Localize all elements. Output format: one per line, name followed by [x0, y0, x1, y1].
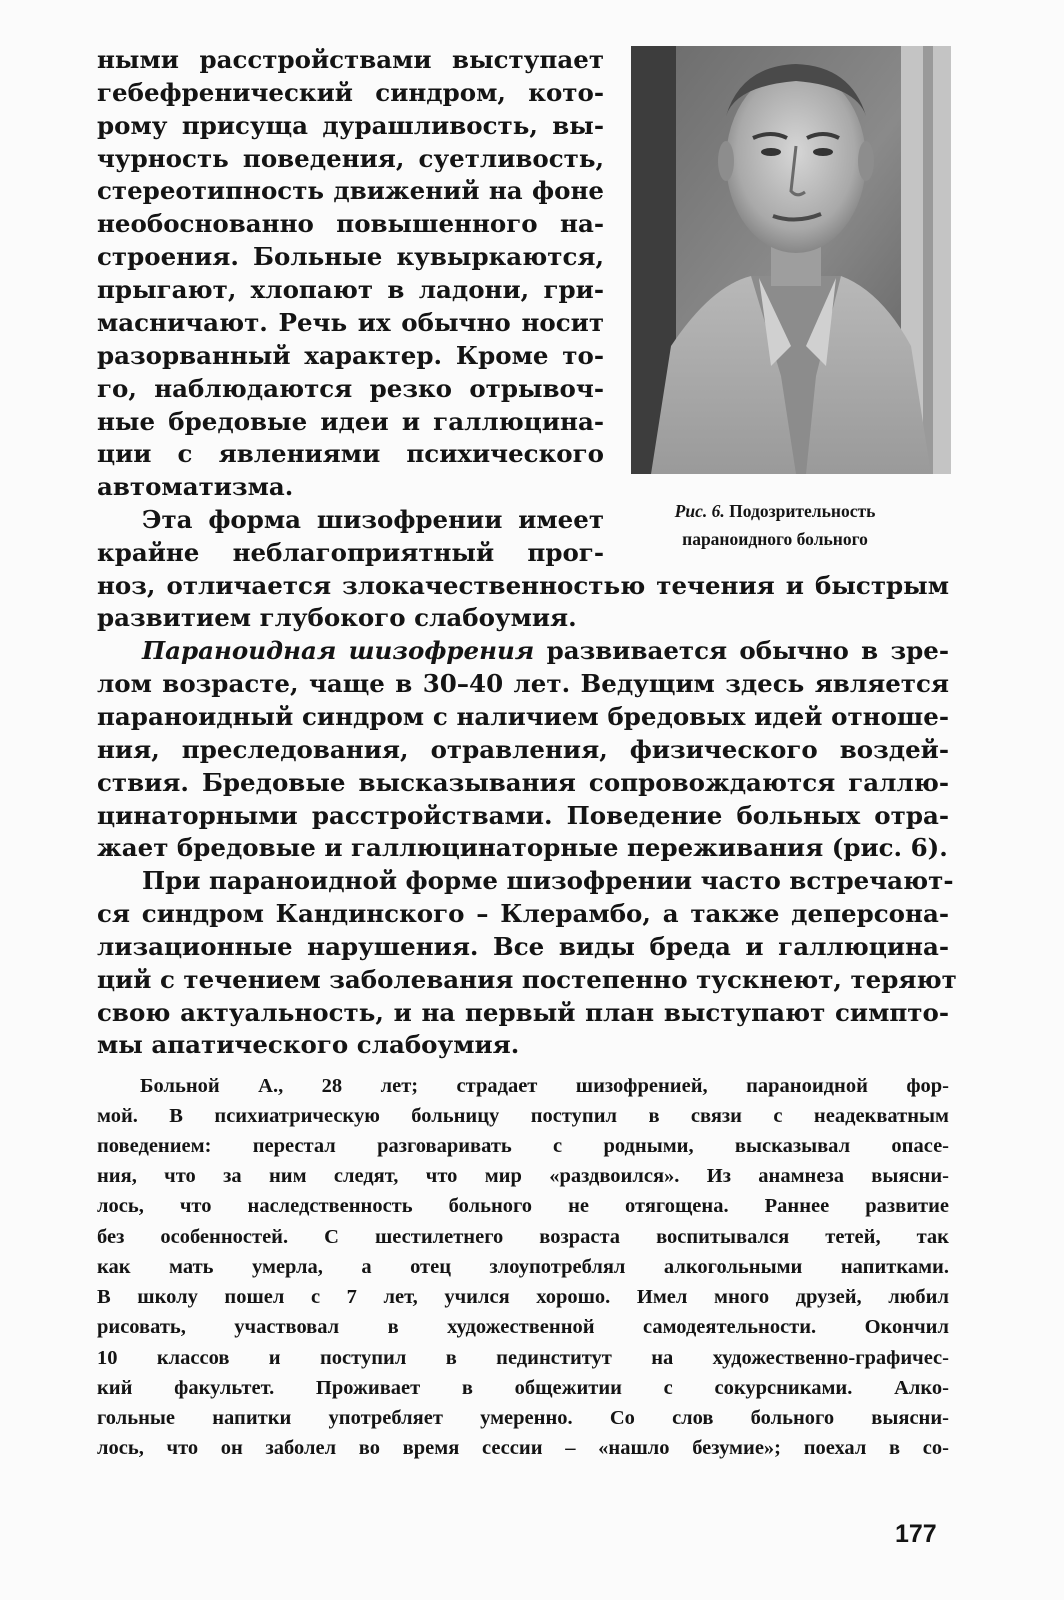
- text-line: цинаторными расстройствами. Поведение больных отра-: [97, 801, 949, 830]
- text-line: ствия. Бредовые высказывания сопровождаются галлю-: [97, 768, 949, 797]
- text-line: стереотипность движений на фоне: [97, 176, 604, 205]
- text-line: ций с течением заболевания постепенно тускнеют, теряют: [97, 965, 957, 994]
- case-line: рисовать, участвовал в художественной самодеятельности. Окончил: [97, 1316, 949, 1338]
- page-number: 177: [895, 1520, 937, 1548]
- case-line: лось, что наследственность больного не отягощена. Раннее развитие: [97, 1195, 949, 1217]
- patient-photo-image: [631, 46, 951, 474]
- text-line: гебефренический синдром, кото-: [97, 78, 604, 107]
- text-line: автоматизма.: [97, 472, 294, 501]
- text-line: ния, преследования, отравления, физического воздей-: [97, 735, 949, 764]
- term-paranoid-schizophrenia: Параноидная шизофрения: [142, 636, 535, 665]
- text-line: разорванный характер. Кроме то-: [97, 341, 604, 370]
- case-line: ния, что за ним следят, что мир «раздвоился». Из анамнеза выясни-: [97, 1165, 949, 1187]
- text-line: прыгают, хлопают в ладони, гри-: [97, 275, 604, 304]
- figure-caption-label: Рис. 6.: [674, 501, 725, 521]
- text-line: ции с явлениями психического: [97, 439, 604, 468]
- text-line: лизационные нарушения. Все виды бреда и галлюцина-: [97, 932, 949, 961]
- figure-caption-text: Подозрительность: [724, 501, 876, 521]
- figure-photo: [631, 46, 951, 474]
- case-line: поведением: перестал разговаривать с родными, высказывал опасе-: [97, 1135, 949, 1157]
- text-line: ся синдром Кандинского – Клерамбо, а также деперсона-: [97, 899, 949, 928]
- case-line: без особенностей. С шестилетнего возраста воспитывался тетей, так: [97, 1226, 949, 1248]
- text-line: мы апатического слабоумия.: [97, 1030, 520, 1059]
- text-line: развитием глубокого слабоумия.: [97, 603, 577, 632]
- text-span: развивается обычно в зре-: [534, 636, 949, 665]
- text-line: го, наблюдаются резко отрывоч-: [97, 374, 604, 403]
- text-line: ными расстройствами выступает: [97, 45, 604, 74]
- text-line: При параноидной форме шизофрении часто встречают-: [142, 866, 954, 895]
- case-line: Больной А., 28 лет; страдает шизофренией, параноидной фор-: [140, 1075, 949, 1097]
- case-line: гольные напитки употребляет умеренно. Со слов больного выясни-: [97, 1407, 949, 1429]
- text-line: ные бредовые идеи и галлюцина-: [97, 407, 604, 436]
- case-line: лось, что он заболел во время сессии – «нашло безумие»; поехал в со-: [97, 1437, 949, 1459]
- text-line: необоснованно повышенного на-: [97, 209, 604, 238]
- text-line: [142, 636, 949, 665]
- text-line: ноз, отличается злокачественностью течения и быстрым: [97, 571, 949, 600]
- text-line: строения. Больные кувыркаются,: [97, 242, 604, 271]
- text-line: крайне неблагоприятный прог-: [97, 538, 604, 567]
- text-line: Эта форма шизофрении имеет: [142, 505, 604, 534]
- text-line: масничают. Речь их обычно носит: [97, 308, 604, 337]
- text-line: свою актуальность, и на первый план выступают симпто-: [97, 998, 949, 1027]
- text-line: лом возрасте, чаще в 30–40 лет. Ведущим здесь является: [97, 669, 949, 698]
- case-line: как мать умерла, а отец злоупотреблял алкогольными напитками.: [97, 1256, 949, 1278]
- case-line: мой. В психиатрическую больницу поступил в связи с неадекватным: [97, 1105, 949, 1127]
- text-line: рому присуща дурашливость, вы-: [97, 111, 604, 140]
- text-line: жает бредовые и галлюцинаторные переживания (рис. 6).: [97, 833, 948, 862]
- text-line: параноидный синдром с наличием бредовых идей отноше-: [97, 702, 949, 731]
- case-line: 10 классов и поступил в пединститут на художественно-графичес-: [97, 1347, 949, 1369]
- case-line: кий факультет. Проживает в общежитии с сокурсниками. Алко-: [97, 1377, 949, 1399]
- figure-caption-line-2: параноидного больного: [682, 529, 868, 549]
- figure-caption: [610, 503, 940, 521]
- text-line: чурность поведения, суетливость,: [97, 144, 604, 173]
- case-line: В школу пошел с 7 лет, учился хорошо. Имел много друзей, любил: [97, 1286, 949, 1308]
